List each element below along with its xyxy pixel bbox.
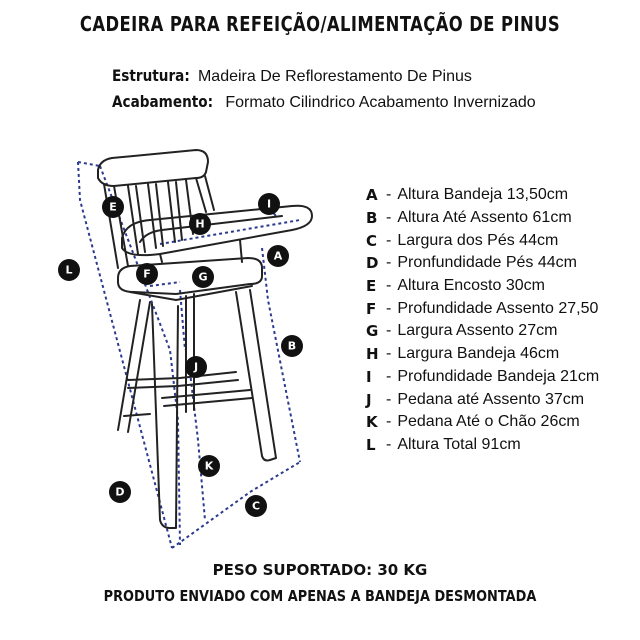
legend-item: C - Largura dos Pés 44cm <box>366 231 559 250</box>
spec-acabamento-label: Acabamento: <box>112 92 214 111</box>
legend-item: I - Profundidade Bandeja 21cm <box>366 367 600 386</box>
svg-text:G: G <box>198 270 208 284</box>
svg-text:H: H <box>195 217 205 231</box>
dim-line-depth-feet <box>172 492 250 548</box>
spec-acabamento-value: Formato Cilindrico Acabamento Invernizado <box>225 94 536 111</box>
legend-item: G - Largura Assento 27cm <box>366 322 558 341</box>
badge-f <box>136 263 158 285</box>
svg-text:K: K <box>204 459 214 473</box>
badge-a <box>267 245 289 267</box>
svg-text:C: C <box>251 499 261 513</box>
shipping-note: PRODUTO ENVIADO COM APENAS A BANDEJA DESMONTADA <box>103 587 537 605</box>
dimension-legend <box>366 184 640 456</box>
dim-line-left-top <box>78 162 100 166</box>
svg-text:E: E <box>109 200 117 214</box>
badge-b <box>281 335 303 357</box>
svg-text:B: B <box>287 339 297 353</box>
svg-text:F: F <box>143 267 151 281</box>
legend-item: L - Altura Total 91cm <box>366 435 521 454</box>
badge-l <box>58 259 80 281</box>
svg-text:D: D <box>115 485 125 499</box>
page-title: CADEIRA PARA REFEIÇÃO/ALIMENTAÇÃO DE PINUS <box>79 12 561 36</box>
badge-j <box>185 356 207 378</box>
badge-e <box>102 196 124 218</box>
legend-item: B - Altura Até Assento 61cm <box>366 209 572 228</box>
legend-item: E - Altura Encosto 30cm <box>366 277 545 296</box>
svg-text:A: A <box>273 249 283 263</box>
badge-d <box>109 481 131 503</box>
spec-estrutura-value: Madeira De Reflorestamento De Pinus <box>197 68 472 85</box>
legend-item: K - Pedana Até o Chão 26cm <box>366 413 580 432</box>
spec-estrutura-label: Estrutura: <box>112 66 190 85</box>
svg-text:L: L <box>65 263 73 277</box>
badge-i <box>258 193 280 215</box>
svg-text:J: J <box>193 360 199 374</box>
dim-line-seat-depth <box>150 282 180 286</box>
badge-k <box>198 455 220 477</box>
badge-h <box>189 213 211 235</box>
badge-g <box>192 266 214 288</box>
legend-item: D - Pronfundidade Pés 44cm <box>366 254 577 273</box>
dim-line-width-feet <box>250 462 300 492</box>
legend-item: A - Altura Bandeja 13,50cm <box>366 186 569 205</box>
legend-item: J - Pedana até Assento 37cm <box>366 390 585 409</box>
legend-item: F - Profundidade Assento 27,50 <box>366 299 599 318</box>
svg-text:I: I <box>266 197 272 211</box>
legend-item: H - Largura Bandeja 46cm <box>366 345 560 364</box>
weight-capacity: PESO SUPORTADO: 30 KG <box>212 561 428 579</box>
badge-c <box>245 495 267 517</box>
